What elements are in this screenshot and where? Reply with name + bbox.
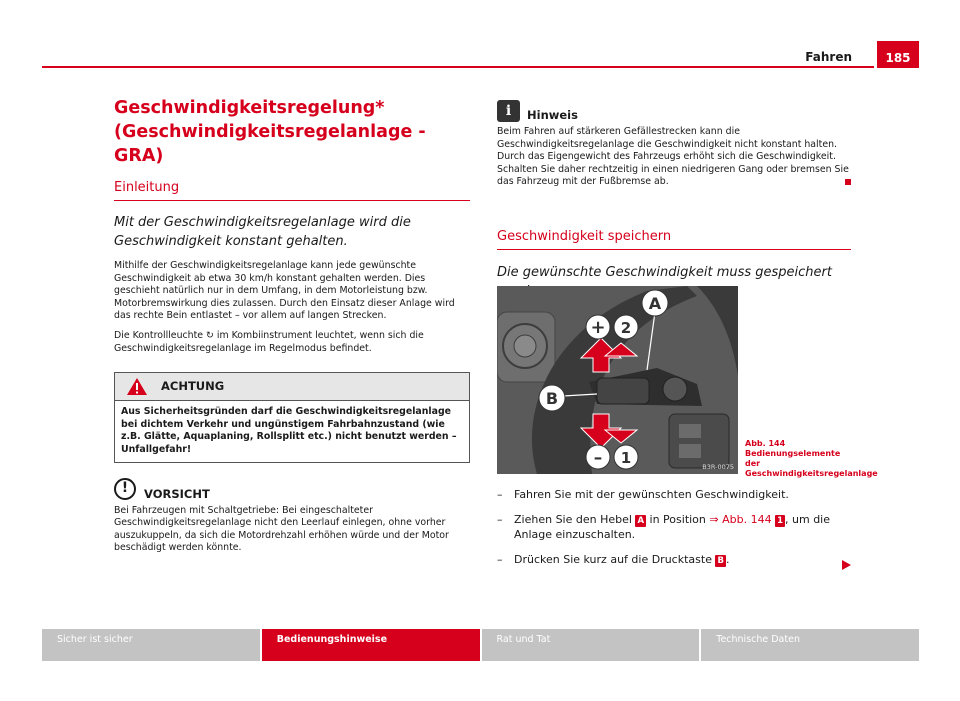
- achtung-title: ACHTUNG: [161, 379, 225, 394]
- footer-nav: [42, 629, 919, 661]
- lead-text: Mit der Geschwindigkeitsregelanlage wird die Geschwindigkeit konstant gehalten.: [114, 215, 411, 249]
- footer-tab-technische-daten[interactable]: Technische Daten: [701, 629, 919, 661]
- body-paragraph-1: Mithilfe der Geschwindigkeitsregelanlage kann jede gewünschte Geschwindigkeit ab etwa 30 km/h konstant gehalten werden. Dies geschieht natürlich nur in dem Umfang, in dem Motorleistung bzw. Motorbremswirkung dies zulassen. Durch den Einsatz dieser Anlage wird das rechte Bein entlastet – vor allem auf langen Strecken.: [114, 260, 455, 322]
- vorsicht-title: VORSICHT: [144, 486, 210, 501]
- step-2-text-c: , um die Anlage einzuschalten.: [514, 513, 830, 541]
- figure-code: B3R-0075: [702, 463, 734, 471]
- hinweis-title: Hinweis: [527, 108, 578, 122]
- warning-triangle-icon: [126, 377, 148, 396]
- step-2-text-b: in Position: [649, 513, 706, 526]
- lead-text-speichern: Die gewünschte Geschwindigkeit muss gespeichert: [497, 264, 832, 280]
- figure-label-2: 2: [620, 319, 632, 337]
- footer-tab-rat-und-tat[interactable]: Rat und Tat: [482, 629, 700, 661]
- figure-label-1: 1: [620, 449, 632, 467]
- footer-tab-bedienungshinweise[interactable]: Bedienungshinweise: [262, 629, 480, 661]
- end-marker-icon: [845, 179, 851, 185]
- right-column: [497, 100, 851, 301]
- step-3: – Drücken Sie kurz auf die Drucktaste B .: [497, 553, 730, 566]
- vorsicht-text: Bei Fahrzeugen mit Schaltgetriebe: Bei eingeschalteter Geschwindigkeitsregelanlage nicht den Leerlauf einlegen, ohne vorher auszukuppeln, da sich die Motordrehzahl erhöhen würde und der Motor beschädigt werden könnte.: [114, 504, 449, 554]
- step-2-tag-a: A: [637, 516, 645, 526]
- page-number: 185: [877, 41, 919, 68]
- figure-cruise-control: [497, 286, 738, 474]
- body-paragraph-2: Die Kontrollleuchte ↻ im Kombiinstrument leuchtet, wenn sich die Geschwindigkeitsregelanlage im Regelmodus befindet.: [114, 329, 424, 354]
- step-1: – Fahren Sie mit der gewünschten Geschwindigkeit.: [497, 488, 789, 501]
- chapter-title-line1: Geschwindigkeitsregelung*: [114, 98, 385, 118]
- figure-caption: Abb. 144 Bedienungselemente der Geschwindigkeitsregelanlage: [745, 439, 878, 478]
- figure-label-A: A: [648, 294, 662, 313]
- hinweis-header: [497, 100, 851, 124]
- figure-label-plus: +: [590, 317, 606, 338]
- step-3-tag-b: B: [717, 556, 724, 566]
- left-column: [114, 96, 470, 555]
- section-heading-speichern: Geschwindigkeit speichern: [497, 227, 851, 250]
- step-1-text: Fahren Sie mit der gewünschten Geschwindigkeit.: [514, 488, 789, 501]
- achtung-text: Aus Sicherheitsgründen darf die Geschwindigkeitsregelanlage bei dichtem Verkehr und ungünstigem Fahrbahnzustand (wie z.B. Glätte, Aquaplaning, Rollsplitt etc.) nicht benutzt werden – Unfallgefahr!: [121, 406, 457, 455]
- step-2-text-a: Ziehen Sie den Hebel: [514, 513, 632, 526]
- achtung-header: [115, 373, 469, 401]
- info-icon: i: [497, 100, 520, 122]
- section-heading-einleitung: Einleitung: [114, 178, 470, 201]
- instruction-steps: [497, 487, 853, 577]
- footer-tab-sicher[interactable]: Sicher ist sicher: [42, 629, 260, 661]
- header-rule: [42, 66, 874, 68]
- chapter-title-line2: (Geschwindigkeitsregelanlage - GRA): [114, 122, 426, 166]
- figure-label-B: B: [545, 389, 559, 408]
- exclamation-circle-icon: !: [114, 478, 136, 500]
- hinweis-text: [497, 126, 851, 189]
- achtung-box: [114, 372, 470, 462]
- step-3-text-b: .: [725, 553, 730, 566]
- step-3-text-a: Drücken Sie kurz auf die Drucktaste: [514, 553, 712, 566]
- header-section-title: Fahren: [805, 50, 852, 64]
- step-2: – Ziehen Sie den Hebel A in Position ⇒ Abb. 144 1 , um die Anlage einzuschalten.: [497, 513, 830, 541]
- figure-label-minus: –: [593, 448, 603, 468]
- figure-reference-link[interactable]: ⇒ Abb. 144: [709, 513, 772, 526]
- vorsicht-header: [114, 478, 470, 502]
- step-2-tag-1: 1: [777, 516, 784, 526]
- hinweis-text-body: Beim Fahren auf stärkeren Gefällestrecken kann die Geschwindigkeitsregelanlage die Geschwindigkeit nicht konstant halten. Durch das Eigengewicht des Fahrzeugs erhöht sich die Geschwindigkeit. Schalten Sie daher rechtzeitig in einen niedrigeren Gang oder bremsen Sie das Fahrzeug mit der Fußbremse ab.: [497, 126, 849, 188]
- chapter-title: [114, 96, 470, 168]
- continue-arrow-icon: [842, 560, 851, 570]
- figure-illustration: [497, 286, 738, 474]
